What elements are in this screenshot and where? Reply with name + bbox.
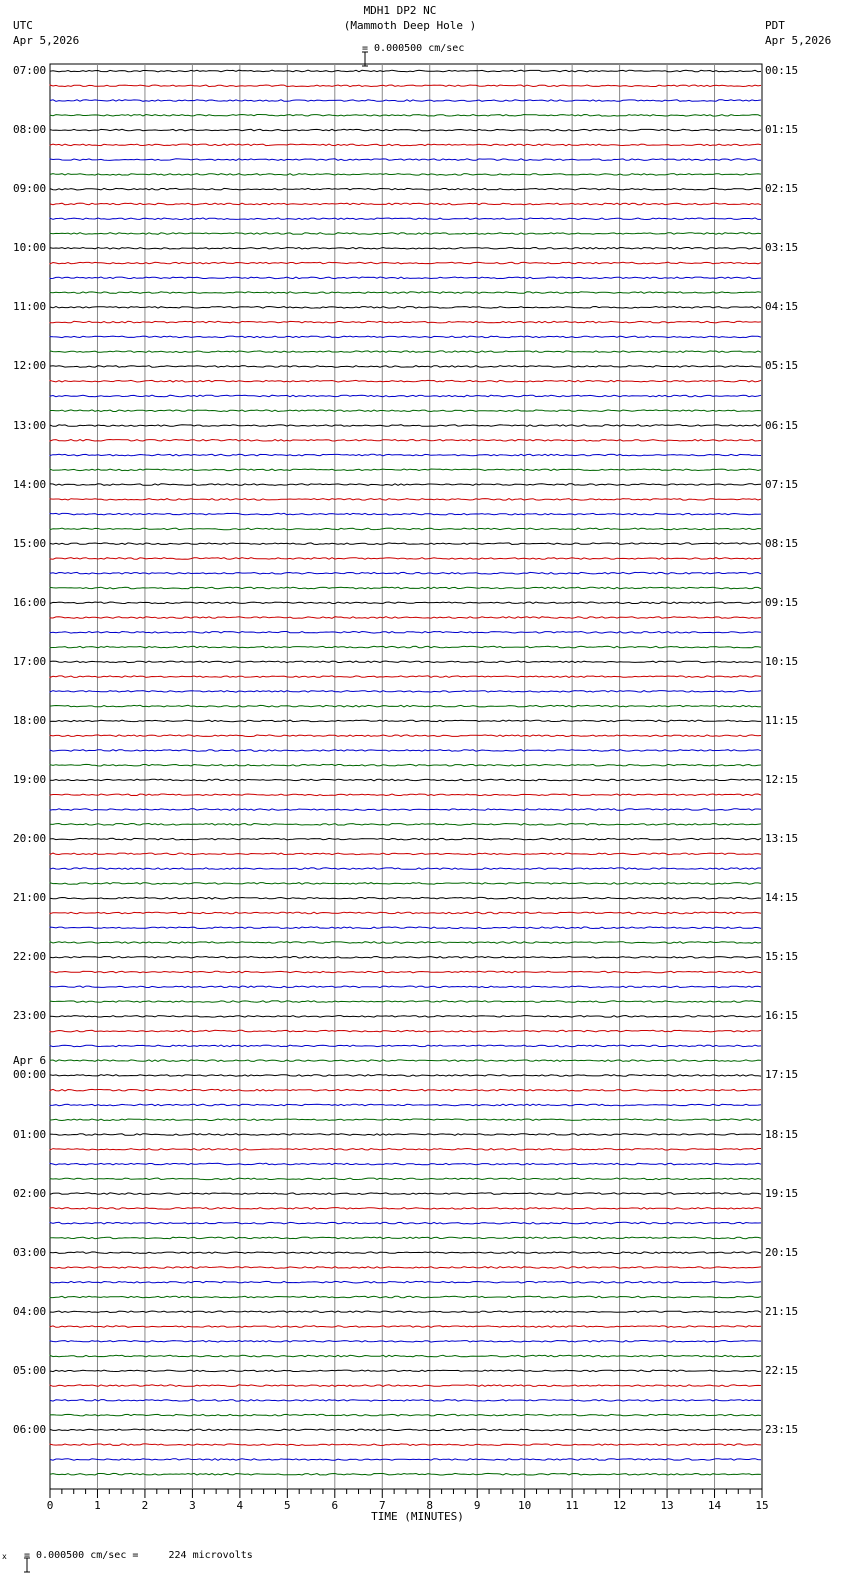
pdt-hour-label: 02:15 xyxy=(765,182,799,196)
scale-label: = 0.000500 cm/sec xyxy=(362,43,465,54)
trace-line xyxy=(50,1444,761,1446)
trace-line xyxy=(50,1208,761,1210)
trace-line xyxy=(50,499,761,501)
trace-line xyxy=(50,1341,761,1343)
utc-hour-label: 11:00 xyxy=(13,300,47,314)
pdt-hour-label: 21:15 xyxy=(765,1304,799,1318)
utc-hour-label: 05:00 xyxy=(13,1363,47,1377)
pdt-hour-label: 06:15 xyxy=(765,418,799,432)
trace-line xyxy=(50,1429,761,1431)
seismic-traces xyxy=(50,70,761,1475)
trace-line xyxy=(50,543,761,545)
x-tick-label: 13 xyxy=(660,1499,674,1512)
trace-line xyxy=(50,1400,761,1402)
trace-line xyxy=(50,794,761,796)
trace-line xyxy=(50,248,761,250)
trace-line xyxy=(50,720,761,722)
trace-line xyxy=(50,897,761,899)
trace-line xyxy=(50,1459,761,1461)
trace-line xyxy=(50,366,761,368)
trace-line xyxy=(50,1370,761,1372)
utc-hour-label: 20:00 xyxy=(13,832,47,846)
pdt-hour-label: 12:15 xyxy=(765,773,799,786)
trace-line xyxy=(50,912,761,914)
trace-line xyxy=(50,70,761,72)
right-date: Apr 5,2026 xyxy=(765,34,832,47)
trace-line xyxy=(50,868,761,870)
x-axis-label: TIME (MINUTES) xyxy=(371,1510,464,1523)
trace-line xyxy=(50,735,761,737)
scale-bar-icon xyxy=(348,38,356,54)
trace-line xyxy=(50,233,761,235)
x-tick-label: 14 xyxy=(707,1499,722,1512)
pdt-hour-label: 09:15 xyxy=(765,595,799,609)
pdt-hour-label: 17:15 xyxy=(765,1068,799,1082)
trace-line xyxy=(50,809,761,811)
trace-line xyxy=(50,602,761,604)
trace-line xyxy=(50,203,761,205)
utc-hour-label: 09:00 xyxy=(13,182,47,196)
pdt-hour-label: 16:15 xyxy=(765,1009,799,1023)
x-tick-label: 5 xyxy=(284,1499,291,1512)
pdt-hour-label: 10:15 xyxy=(765,654,799,668)
trace-line xyxy=(50,1222,761,1224)
trace-line xyxy=(50,85,761,87)
trace-line xyxy=(50,115,761,117)
footer-scale-note: = 0.000500 cm/sec = 224 microvolts xyxy=(24,1550,253,1561)
pdt-hour-label: 03:15 xyxy=(765,241,799,255)
station-location: (Mammoth Deep Hole ) xyxy=(343,19,477,32)
x-tick-label: 11 xyxy=(565,1499,579,1512)
trace-line xyxy=(50,1104,761,1106)
x-axis xyxy=(47,1489,769,1512)
trace-line xyxy=(50,159,761,161)
pdt-hour-label: 19:15 xyxy=(765,1186,799,1200)
trace-line xyxy=(50,1355,761,1357)
trace-line xyxy=(50,484,761,486)
utc-hour-label: 14:00 xyxy=(13,477,47,491)
trace-line xyxy=(50,1193,761,1195)
trace-line xyxy=(50,1045,761,1047)
trace-line xyxy=(50,971,761,973)
utc-hour-label: 19:00 xyxy=(13,773,47,786)
trace-line xyxy=(50,779,761,781)
trace-line xyxy=(50,307,761,309)
pdt-hour-label: 04:15 xyxy=(765,300,799,314)
trace-line xyxy=(50,144,761,146)
trace-line xyxy=(50,1001,761,1003)
utc-hour-label: 22:00 xyxy=(13,950,47,964)
trace-line xyxy=(50,1089,761,1091)
footer-marker: x xyxy=(2,1552,7,1561)
trace-line xyxy=(50,691,761,693)
x-tick-label: 1 xyxy=(94,1499,101,1512)
trace-line xyxy=(50,587,761,589)
utc-hour-label: 17:00 xyxy=(13,654,47,668)
right-timezone: PDT xyxy=(765,19,785,32)
trace-line xyxy=(50,572,761,574)
trace-line xyxy=(50,454,761,456)
pdt-hour-label: 22:15 xyxy=(765,1363,799,1377)
pdt-hour-label: 08:15 xyxy=(765,536,799,550)
utc-hour-label: 07:00 xyxy=(13,64,47,77)
pdt-hour-label: 13:15 xyxy=(765,832,799,846)
trace-line xyxy=(50,1473,761,1475)
trace-line xyxy=(50,321,761,323)
trace-line xyxy=(50,100,761,102)
trace-line xyxy=(50,1326,761,1328)
x-tick-label: 4 xyxy=(236,1499,244,1512)
trace-line xyxy=(50,410,761,412)
trace-line xyxy=(50,646,761,648)
trace-line xyxy=(50,927,761,929)
trace-line xyxy=(50,1134,761,1136)
trace-line xyxy=(50,986,761,988)
x-tick-label: 3 xyxy=(189,1499,196,1512)
trace-line xyxy=(50,528,761,530)
trace-line xyxy=(50,1296,761,1298)
trace-line xyxy=(50,174,761,176)
trace-line xyxy=(50,351,761,353)
utc-hour-label: 21:00 xyxy=(13,891,47,905)
trace-line xyxy=(50,824,761,826)
trace-line xyxy=(50,513,761,515)
trace-line xyxy=(50,883,761,885)
left-date: Apr 5,2026 xyxy=(13,34,80,47)
x-tick-label: 10 xyxy=(518,1499,532,1512)
trace-line xyxy=(50,440,761,442)
x-tick-label: 0 xyxy=(46,1499,54,1512)
trace-line xyxy=(50,1237,761,1239)
utc-hour-label: 12:00 xyxy=(13,359,47,373)
utc-hour-label: 08:00 xyxy=(13,123,47,137)
trace-line xyxy=(50,1119,761,1121)
trace-line xyxy=(50,277,761,279)
trace-line xyxy=(50,188,761,190)
utc-hour-label: 15:00 xyxy=(13,536,47,550)
trace-line xyxy=(50,617,761,619)
trace-line xyxy=(50,336,761,338)
pdt-hour-label: 07:15 xyxy=(765,477,799,491)
utc-hour-label: 06:00 xyxy=(13,1422,47,1436)
pdt-hour-label: 00:15 xyxy=(765,64,799,77)
trace-line xyxy=(50,1267,761,1269)
pdt-hour-label: 14:15 xyxy=(765,891,799,905)
trace-line xyxy=(50,764,761,766)
utc-hour-label: 18:00 xyxy=(13,713,47,727)
utc-hour-label: 23:00 xyxy=(13,1009,47,1023)
trace-line xyxy=(50,1016,761,1018)
left-timezone: UTC xyxy=(13,19,33,32)
pdt-hour-label: 20:15 xyxy=(765,1245,799,1259)
trace-line xyxy=(50,129,761,131)
x-tick-label: 8 xyxy=(426,1499,434,1512)
trace-line xyxy=(50,750,761,752)
trace-line xyxy=(50,1075,761,1077)
trace-line xyxy=(50,1385,761,1387)
trace-line xyxy=(50,1252,761,1254)
x-tick-label: 9 xyxy=(473,1499,481,1512)
x-tick-label: 12 xyxy=(612,1499,627,1512)
station-title: MDH1 DP2 NC xyxy=(363,4,437,17)
footer-scale-bar-icon xyxy=(10,1544,18,1560)
trace-line xyxy=(50,1414,761,1416)
pdt-hour-label: 15:15 xyxy=(765,950,799,964)
day-change-label: Apr 6 xyxy=(13,1054,47,1068)
trace-line xyxy=(50,957,761,959)
trace-line xyxy=(50,1030,761,1032)
trace-line xyxy=(50,838,761,840)
trace-line xyxy=(50,1060,761,1062)
trace-line xyxy=(50,1163,761,1165)
trace-line xyxy=(50,425,761,427)
pdt-hour-label: 05:15 xyxy=(765,359,799,373)
x-tick-label: 6 xyxy=(331,1499,339,1512)
trace-line xyxy=(50,558,761,560)
trace-line xyxy=(50,1178,761,1180)
pdt-hour-label: 18:15 xyxy=(765,1127,799,1141)
utc-hour-label: 00:00 xyxy=(13,1068,47,1082)
trace-line xyxy=(50,380,761,382)
utc-hour-label: 03:00 xyxy=(13,1245,47,1259)
x-tick-label: 2 xyxy=(141,1499,149,1512)
utc-hour-label: 01:00 xyxy=(13,1127,47,1141)
trace-line xyxy=(50,632,761,634)
utc-hour-label: 10:00 xyxy=(13,241,47,255)
trace-line xyxy=(50,1311,761,1313)
trace-line xyxy=(50,395,761,397)
trace-line xyxy=(50,292,761,294)
trace-line xyxy=(50,676,761,678)
x-tick-label: 7 xyxy=(378,1499,386,1512)
trace-line xyxy=(50,218,761,220)
utc-hour-label: 04:00 xyxy=(13,1304,47,1318)
pdt-hour-label: 23:15 xyxy=(765,1422,799,1436)
pdt-hour-label: 01:15 xyxy=(765,123,799,137)
trace-line xyxy=(50,262,761,264)
trace-line xyxy=(50,1149,761,1151)
utc-hour-label: 02:00 xyxy=(13,1186,47,1200)
trace-line xyxy=(50,853,761,855)
trace-line xyxy=(50,469,761,471)
trace-line xyxy=(50,942,761,944)
pdt-hour-label: 11:15 xyxy=(765,713,799,727)
trace-line xyxy=(50,705,761,707)
trace-line xyxy=(50,661,761,663)
trace-line xyxy=(50,1281,761,1283)
x-tick-label: 15 xyxy=(755,1499,769,1512)
utc-hour-label: 13:00 xyxy=(13,418,47,432)
utc-hour-label: 16:00 xyxy=(13,595,47,609)
